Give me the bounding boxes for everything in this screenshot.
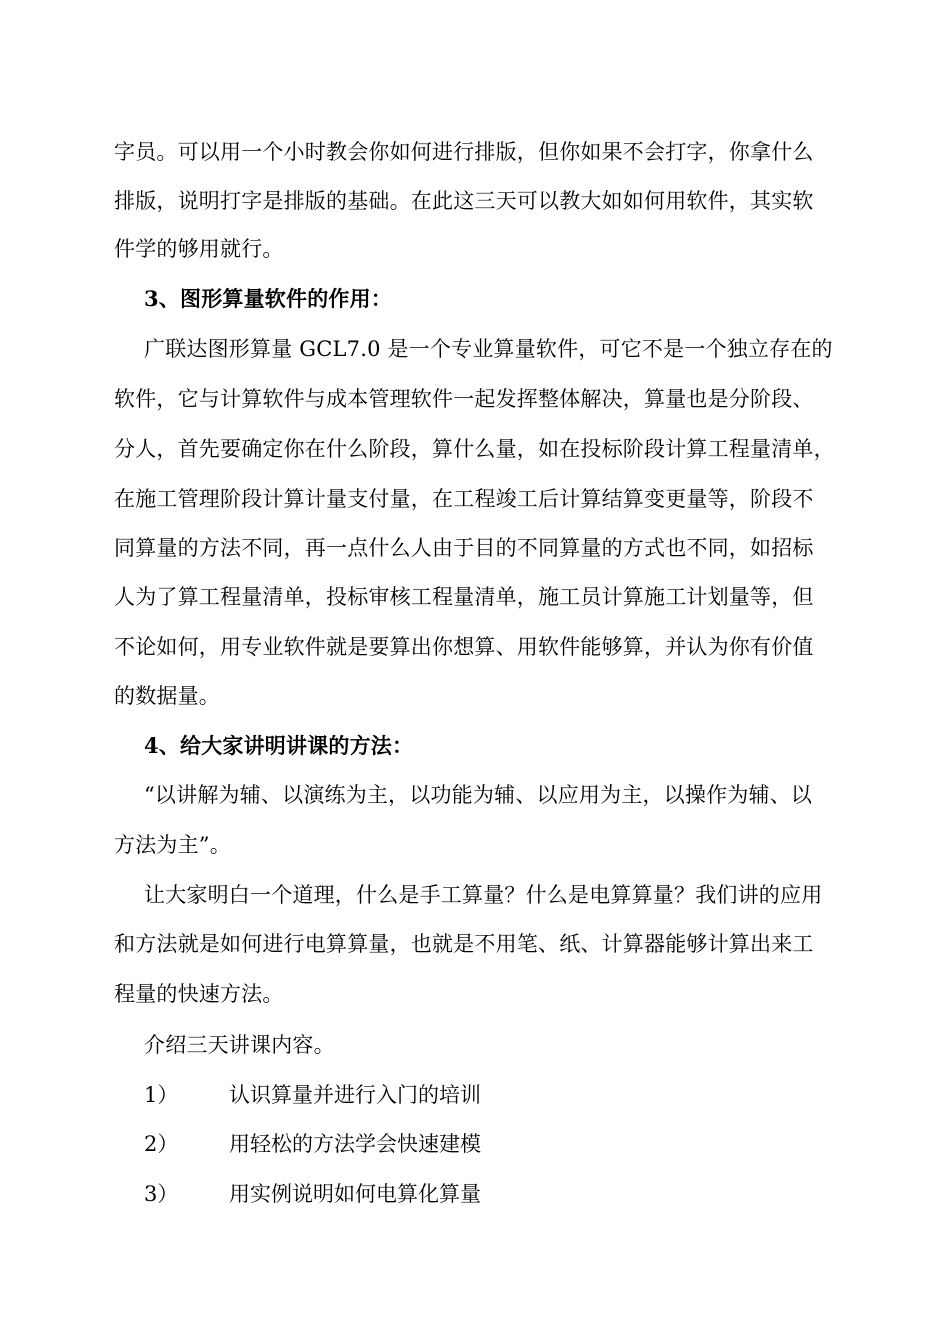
paragraph-line: 软件，它与计算软件与成本管理软件一起发挥整体解决，算量也是分阶段、 <box>114 387 814 411</box>
paragraph-line: 的数据量。 <box>114 684 220 708</box>
section-heading-3: 3、图形算量软件的作用： <box>144 286 393 311</box>
paragraph-line: “以讲解为辅、以演练为主，以功能为辅、以应用为主，以操作为辅、以 <box>144 783 813 807</box>
paragraph-line: 排版，说明打字是排版的基础。在此这三天可以教大如如何用软件，其实软 <box>114 189 814 213</box>
paragraph-line: 程量的快速方法。 <box>114 982 284 1006</box>
paragraph-line: 广联达图形算量 GCL7.0 是一个专业算量软件，可它不是一个独立存在的 <box>144 337 833 361</box>
paragraph-line: 不论如何，用专业软件就是要算出你想算、用软件能够算，并认为你有价值 <box>114 635 814 659</box>
paragraph-line: 在施工管理阶段计算计量支付量，在工程竣工后计算结算变更量等，阶段不 <box>114 487 814 511</box>
paragraph-line: 介绍三天讲课内容。 <box>144 1033 335 1057</box>
section-heading-4: 4、给大家讲明讲课的方法： <box>144 733 414 758</box>
paragraph-line: 同算量的方法不同，再一点什么人由于目的不同算量的方式也不同，如招标 <box>114 536 814 560</box>
paragraph-line: 人为了算工程量清单，投标审核工程量清单，施工员计算施工计划量等，但 <box>114 585 814 609</box>
paragraph-line: 让大家明白一个道理，什么是手工算量？什么是电算算量？我们讲的应用 <box>144 883 823 907</box>
list-item-number: 1） <box>144 1083 179 1107</box>
paragraph-line: 件学的够用就行。 <box>114 237 284 261</box>
paragraph-line: 和方法就是如何进行电算算量，也就是不用笔、纸、计算器能够计算出来工 <box>114 932 814 956</box>
paragraph-line: 分人，首先要确定你在什么阶段，算什么量，如在投标阶段计算工程量清单， <box>114 437 835 461</box>
paragraph-line: 字员。可以用一个小时教会你如何进行排版，但你如果不会打字，你拿什么 <box>114 140 814 164</box>
list-item-number: 3） <box>144 1182 179 1206</box>
list-item-number: 2） <box>144 1132 179 1156</box>
list-item-text: 用轻松的方法学会快速建模 <box>229 1132 481 1156</box>
paragraph-line: 方法为主”。 <box>114 833 231 857</box>
list-item-text: 用实例说明如何电算化算量 <box>229 1182 481 1206</box>
list-item-text: 认识算量并进行入门的培训 <box>229 1083 481 1107</box>
